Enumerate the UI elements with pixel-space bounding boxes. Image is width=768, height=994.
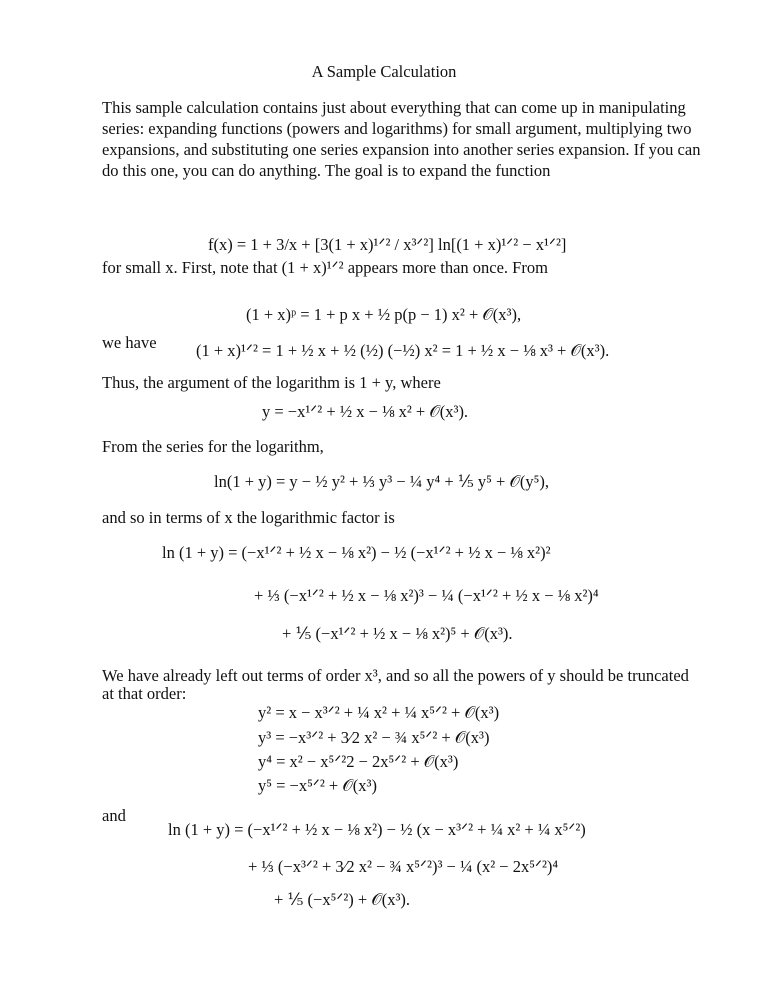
equation-power: y⁴ = x² − x⁵ᐟ²2 − 2x⁵ᐟ² + 𝒪(x³) xyxy=(258,752,459,771)
equation-sqrt: (1 + x)¹ᐟ² = 1 + ½ x + ½ (½) (−½) x² = 1 + ½ x − ⅛ x³ + 𝒪(x³). xyxy=(196,341,610,360)
text-line: We have already left out terms of order x³, and so all the powers of y should be truncated xyxy=(102,666,689,685)
text-line: for small x. First, note that (1 + x)¹ᐟ² appears more than once. From xyxy=(102,258,548,277)
equation-final-line: + ⅓ (−x³ᐟ² + 3⁄2 x² − ¾ x⁵ᐟ²)³ − ¼ (x² − 2x⁵ᐟ²)⁴ xyxy=(248,857,559,876)
text-line: at that order: xyxy=(102,684,187,703)
text-line: Thus, the argument of the logarithm is 1 + y, where xyxy=(102,373,441,392)
intro-line: This sample calculation contains just about everything that can come up in manipulating xyxy=(102,98,686,117)
text-line: we have xyxy=(102,333,157,352)
equation-log-expanded-line: ln (1 + y) = (−x¹ᐟ² + ½ x − ⅛ x²) − ½ (−x¹ᐟ² + ½ x − ⅛ x²)² xyxy=(162,543,551,562)
equation-log-series: ln(1 + y) = y − ½ y² + ⅓ y³ − ¼ y⁴ + ⅕ y⁵ + 𝒪(y⁵), xyxy=(214,472,549,491)
equation-log-expanded-line: + ⅓ (−x¹ᐟ² + ½ x − ⅛ x²)³ − ¼ (−x¹ᐟ² + ½ x − ⅛ x²)⁴ xyxy=(254,586,599,605)
equation-final-line: ln (1 + y) = (−x¹ᐟ² + ½ x − ⅛ x²) − ½ (x − x³ᐟ² + ¼ x² + ¼ x⁵ᐟ²) xyxy=(168,820,586,839)
equation-f: f(x) = 1 + 3/x + [3(1 + x)¹ᐟ² / x³ᐟ²] ln[(1 + x)¹ᐟ² − x¹ᐟ²] xyxy=(208,235,567,254)
text-line: and xyxy=(102,806,126,825)
equation-y: y = −x¹ᐟ² + ½ x − ⅛ x² + 𝒪(x³). xyxy=(262,402,469,421)
equation-power: y³ = −x³ᐟ² + 3⁄2 x² − ¾ x⁵ᐟ² + 𝒪(x³) xyxy=(258,728,490,747)
equation-binomial: (1 + x)ᵖ = 1 + p x + ½ p(p − 1) x² + 𝒪(x³), xyxy=(246,305,522,324)
text-line: and so in terms of x the logarithmic factor is xyxy=(102,508,395,527)
equation-power: y² = x − x³ᐟ² + ¼ x² + ¼ x⁵ᐟ² + 𝒪(x³) xyxy=(258,703,500,722)
page-title: A Sample Calculation xyxy=(311,62,457,81)
equation-power: y⁵ = −x⁵ᐟ² + 𝒪(x³) xyxy=(258,776,377,795)
equation-final-line: + ⅕ (−x⁵ᐟ²) + 𝒪(x³). xyxy=(274,890,411,909)
intro-line: expansions, and substituting one series expansion into another series expansion. If you can xyxy=(102,140,701,159)
intro-line: series: expanding functions (powers and logarithms) for small argument, multiplying two xyxy=(102,119,692,138)
text-line: From the series for the logarithm, xyxy=(102,437,324,456)
intro-line: do this one, you can do anything. The goal is to expand the function xyxy=(102,161,551,180)
equation-log-expanded-line: + ⅕ (−x¹ᐟ² + ½ x − ⅛ x²)⁵ + 𝒪(x³). xyxy=(282,624,513,643)
